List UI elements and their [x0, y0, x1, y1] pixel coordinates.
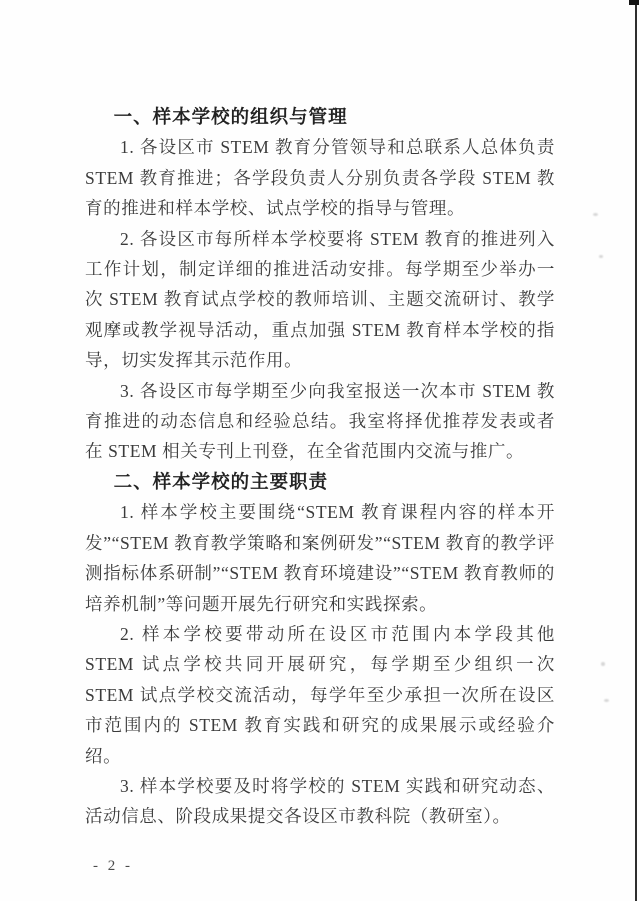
section-2-paragraph-3: 3. 样本学校要及时将学校的 STEM 实践和研究动态、活动信息、阶段成果提交各设区市教科院（教研室）。: [85, 775, 555, 827]
scan-smudge: [601, 662, 605, 666]
document-content: [85, 102, 555, 875]
scan-smudge: [593, 213, 598, 216]
section-1-paragraph-2: 2. 各设区市每所样本学校要将 STEM 教育的推进列入工作计划，制定详细的推进活动安排。每学期至少举办一次 STEM 教育试点学校的教师培训、主题交流研讨、教学观摩或教学视导活动，重点加强 STEM 教育样本学校的指导，切实发挥其示范作用。: [85, 228, 555, 371]
section-1-paragraph-3: 3. 各设区市每学期至少向我室报送一次本市 STEM 教育推进的动态信息和经验总结。我室将择优推荐发表或者在 STEM 相关专刊上刊登，在全省范围内交流与推广。: [85, 380, 555, 462]
page-number: - 2 -: [93, 857, 133, 874]
section-1-paragraph-1: 1. 各设区市 STEM 教育分管领导和总联系人总体负责 STEM 教育推进；各学段负责人分别负责各学段 STEM 教育的推进和样本学校、试点学校的指导与管理。: [85, 137, 555, 219]
section-2-heading: 二、样本学校的主要职责: [113, 470, 329, 492]
scan-smudge: [599, 255, 603, 258]
section-2-paragraph-2: 2. 样本学校要带动所在设区市范围内本学段其他 STEM 试点学校共同开展研究，每学期至少组织一次 STEM 试点学校交流活动，每学年至少承担一次所在设区市范围内的 STEM 教育实践和研究的成果展示或经验介绍。: [85, 623, 555, 766]
section-1-heading: 一、样本学校的组织与管理: [113, 106, 348, 127]
scan-edge-line-artifact: [635, 0, 637, 901]
scan-corner-artifact: [629, 0, 639, 5]
scan-smudge: [604, 699, 609, 702]
section-2-paragraph-1: 1. 样本学校主要围绕“STEM 教育课程内容的样本开发”“STEM 教育教学策略和案例研发”“STEM 教育的教学评测指标体系研制”“STEM 教育环境建设”“STEM 教育教师的培养机制”等问题开展先行研究和实践探索。: [85, 502, 555, 614]
